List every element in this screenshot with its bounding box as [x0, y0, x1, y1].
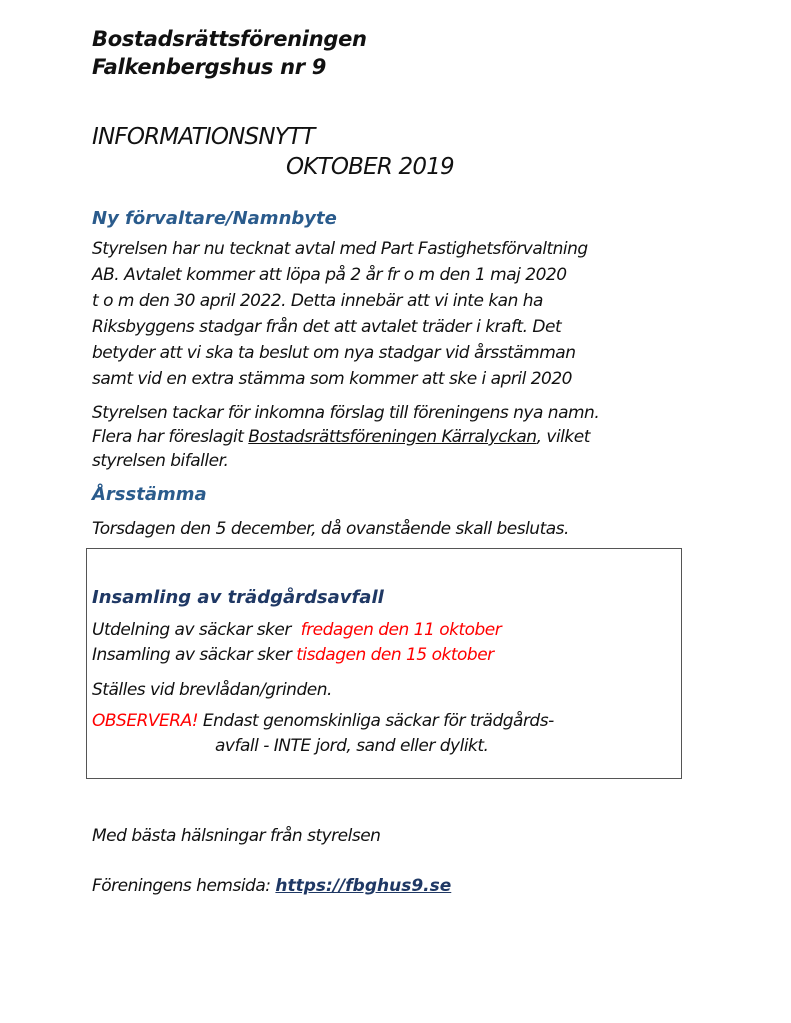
text-segment: Endast genomskinliga säckar för trädgårds-: [198, 711, 554, 731]
text-line: styrelsen bifaller.: [92, 451, 229, 471]
observera-note: [92, 709, 554, 759]
website-line: [92, 873, 451, 899]
heading-ny-forvaltare: Ny förvaltare/Namnbyte: [92, 208, 337, 229]
text-line: Styrelsen har nu tecknat avtal med Part Fastighetsförvaltning: [92, 239, 588, 259]
paragraph-namnbyte: [92, 401, 599, 473]
insamling-date: tisdagen den 15 oktober: [296, 645, 494, 665]
org-name-line1: Bostadsrättsföreningen: [92, 27, 367, 51]
website-label: Föreningens hemsida:: [92, 876, 276, 896]
newsletter-title: INFORMATIONSNYTT: [92, 124, 315, 150]
insamling-line: [92, 643, 501, 668]
text-line: betyder att vi ska ta beslut om nya stadgar vid årsstämman: [92, 343, 576, 363]
text-segment: Insamling av säckar sker: [92, 645, 297, 665]
observera-line: [92, 709, 554, 734]
greeting: Med bästa hälsningar från styrelsen: [92, 826, 381, 846]
website-link[interactable]: https://fbghus9.se: [275, 876, 452, 896]
paragraph-forvaltare: [92, 236, 588, 392]
text-line: samt vid en extra stämma som kommer att ske i april 2020: [92, 369, 572, 389]
text-line: AB. Avtalet kommer att löpa på 2 år fr o m den 1 maj 2020: [92, 265, 567, 285]
text-line: Riksbyggens stadgar från det att avtalet träder i kraft. Det: [92, 317, 562, 337]
text-line: [92, 425, 599, 449]
utdelning-line: [92, 618, 501, 643]
text-segment: Flera har föreslagit: [92, 427, 249, 447]
arsstamma-text: Torsdagen den 5 december, då ovanstående skall beslutas.: [92, 519, 569, 539]
utdelning-date: fredagen den 11 oktober: [300, 620, 502, 640]
observera-line: avfall - INTE jord, sand eller dylikt.: [215, 736, 489, 756]
observera-label: OBSERVERA!: [92, 711, 199, 731]
org-name-line2: Falkenbergshus nr 9: [92, 55, 327, 79]
text-segment: Utdelning av säckar sker: [92, 620, 301, 640]
text-line: t o m den 30 april 2022. Detta innebär att vi inte kan ha: [92, 291, 543, 311]
text-segment: , vilket: [536, 427, 590, 447]
placement-text: Ställes vid brevlådan/grinden.: [92, 680, 332, 700]
newsletter-date: OKTOBER 2019: [286, 154, 454, 180]
heading-arsstamma: Årsstämma: [92, 484, 207, 505]
heading-tradgardsavfall: Insamling av trädgårdsavfall: [92, 587, 384, 608]
text-line: Styrelsen tackar för inkomna förslag till föreningens nya namn.: [92, 403, 600, 423]
collection-dates: [92, 618, 501, 668]
proposed-name: Bostadsrättsföreningen Kärralyckan: [248, 427, 537, 447]
